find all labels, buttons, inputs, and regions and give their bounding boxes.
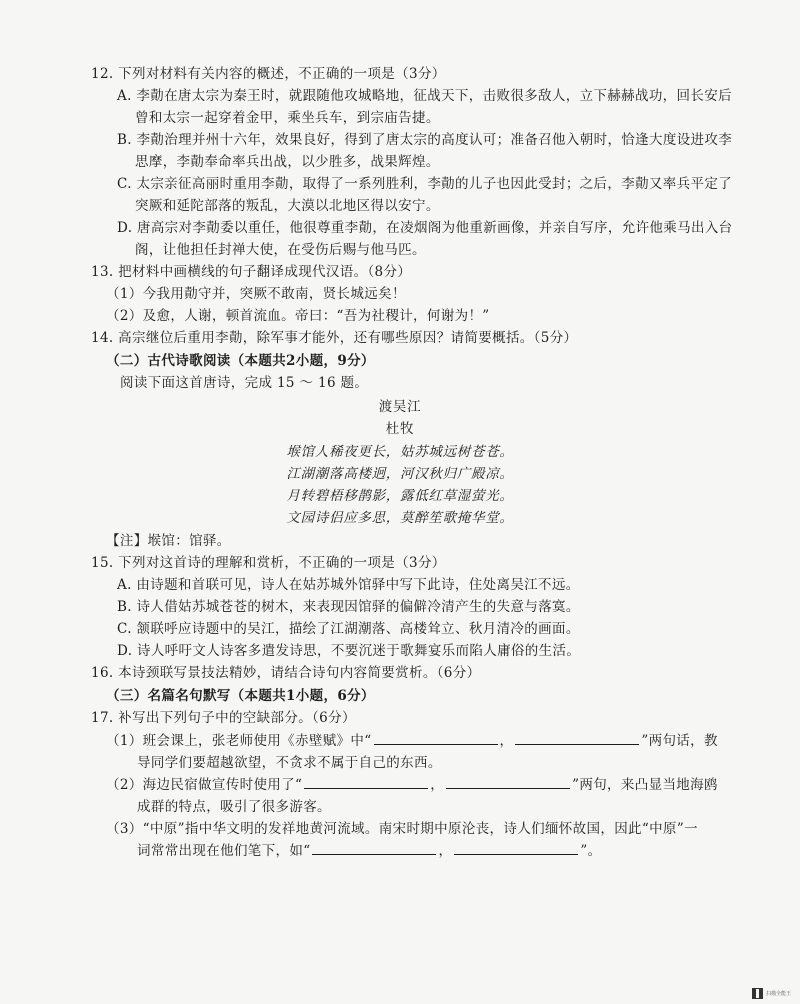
q13-stem: 13. 把材料中画横线的句子翻译成现代汉语。（8分） [91,264,412,280]
q15-stem: 15. 下列对这首诗的理解和赏析，不正确的一项是（3分） [91,555,446,571]
section2-heading: （二）古代诗歌阅读（本题共2小题，9分） [106,353,375,369]
q17-item-1-line1 [106,730,718,752]
poem-author: 杜牧 [385,421,415,437]
q15-option-c: C. 颔联呼应诗题中的吴江，描绘了江湖潮落、高楼耸立、秋月清冷的画面。 [117,621,580,637]
q17-item-2-line1 [106,774,718,796]
q17-stem: 17. 补写出下列句子中的空缺部分。（6分） [91,710,356,726]
q17-item-3-prefix: 词常常出现在他们笔下，如“ [137,843,311,859]
poem-title: 渡吴江 [378,399,422,415]
q12-option-d-line1: D. 唐高宗对李勣委以重任，他很尊重李勣，在凌烟阁为他重新画像，并亲自写序，允许他乘马出入台 [117,220,733,236]
poem-line-2: 江湖潮落高楼迥，河汉秋归广殿凉。 [286,466,514,482]
answer-blank[interactable] [446,774,570,789]
poem-line-3: 月转碧梧移鹊影，露低红草湿萤光。 [286,488,514,504]
q17-item-1-suffix: ”两句话，教 [641,733,718,749]
answer-blank[interactable] [515,730,639,745]
scanner-watermark [752,988,791,999]
q12-option-d-line2: 阁，让他担任封禅大使，在受伤后赐与他马匹。 [135,242,426,258]
q17-item-3-line2 [137,840,601,862]
q17-item-1-line2: 导同学们要超越欲望，不贪求不属于自己的东西。 [137,755,442,771]
poem-line-1: 堠馆人稀夜更长，姑苏城远树苍苍。 [286,444,514,460]
q12-option-c-line1: C. 太宗亲征高丽时重用李勣，取得了一系列胜利，李勣的儿子也因此受封；之后，李勣又率兵平定了 [117,176,733,192]
q12-option-c-line2: 突厥和延陀部落的叛乱，大漠以北地区得以安宁。 [135,198,440,214]
q13-sentence-2: （2）及愈，人谢，顿首流血。帝曰：“吾为社稷计，何谢为！” [106,308,490,324]
q17-item-2-suffix: ”两句，来凸显当地海鸥 [572,777,718,793]
scanner-brand: 扫描全能王 [766,991,792,997]
answer-blank[interactable] [374,730,498,745]
answer-blank[interactable] [304,774,428,789]
q12-option-a-line2: 曾和太宗一起穿着金甲，乘坐兵车，到宗庙告捷。 [135,110,440,126]
q17-item-1-separator: ， [499,733,514,749]
q14-stem: 14. 高宗继位后重用李勣，除军事才能外，还有哪些原因？请简要概括。（5分） [91,330,578,346]
q17-item-2-line2: 成群的特点，吸引了很多游客。 [137,799,331,815]
q15-option-a: A. 由诗题和首联可见，诗人在姑苏城外馆驿中写下此诗，住处离吴江不远。 [117,577,580,593]
q15-option-d: D. 诗人呼吁文人诗客多遣发诗思，不要沉迷于歌舞宴乐而陷人庸俗的生活。 [117,643,581,659]
section3-heading: （三）名篇名句默写（本题共1小题，6分） [106,688,375,704]
answer-blank[interactable] [312,840,436,855]
q17-item-2-prefix: （2）海边民宿做宣传时使用了“ [106,777,303,793]
q12-option-a-line1: A. 李勣在唐太宗为秦王时，就跟随他攻城略地，征战天下，击败很多敌人，立下赫赫战功，回长安后 [117,88,732,104]
q15-option-b: B. 诗人借姑苏城苍苍的树木，来表现因馆驿的偏僻冷清产生的失意与落寞。 [117,599,580,615]
section2-intro: 阅读下面这首唐诗，完成 15 ～ 16 题。 [120,375,369,391]
q17-item-3-separator: ， [438,843,453,859]
q12-stem: 12. 下列对材料有关内容的概述，不正确的一项是（3分） [91,66,446,82]
q17-item-2-separator: ， [430,777,445,793]
poem-note: 【注】堠馆：馆驿。 [106,533,231,549]
q12-option-b-line1: B. 李勣治理并州十六年，效果良好，得到了唐太宗的高度认可；准备召他入朝时，恰逢大度设进攻李 [117,132,733,148]
q17-item-3-line1: （3）“中原”指中华文明的发祥地黄河流域。南宋时期中原沦丧，诗人们缅怀故国，因此“中原”一 [106,821,698,837]
q12-option-b-line2: 思摩，李勣奉命率兵出战，以少胜多，战果辉煌。 [135,154,440,170]
answer-blank[interactable] [454,840,578,855]
q17-item-1-prefix: （1）班会课上，张老师使用《赤壁赋》中“ [106,733,372,749]
q13-sentence-1: （1）今我用勣守并，突厥不敢南，贤长城远矣！ [106,286,406,302]
q16-stem: 16. 本诗颈联写景技法精妙，请结合诗句内容简要赏析。（6分） [91,665,481,681]
q17-item-3-suffix: ”。 [580,843,602,859]
qr-code-icon [752,988,763,999]
poem-line-4: 文园诗侣应多思，莫醉笙歌掩华堂。 [286,510,514,526]
